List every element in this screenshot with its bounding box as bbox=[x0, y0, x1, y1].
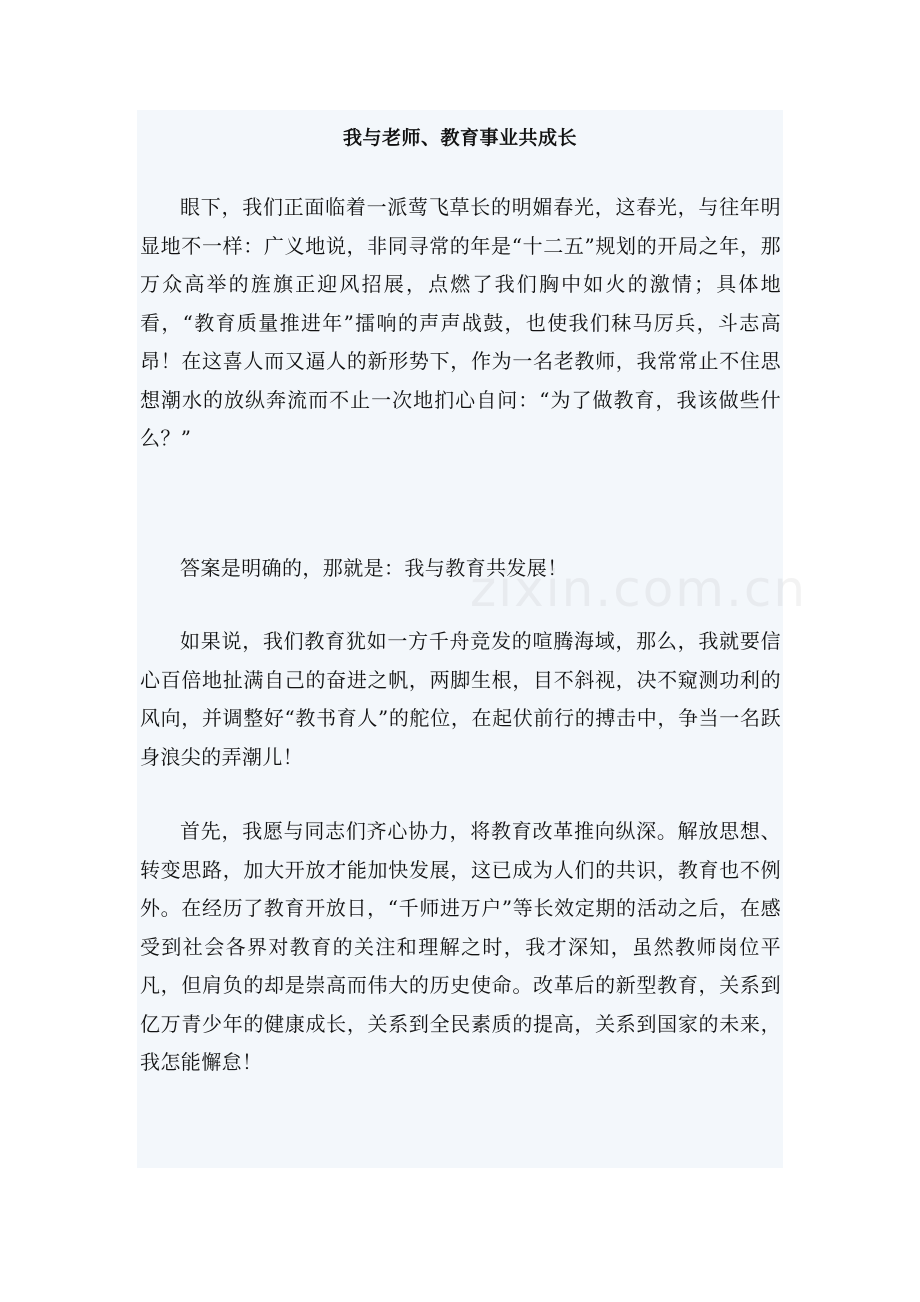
paragraph-1: 眼下，我们正面临着一派莺飞草长的明媚春光，这春光，与往年明显地不一样：广义地说，非同寻常的年是“十二五”规划的开局之年，那万众高举的旌旗正迎风招展，点燃了我们胸中如火的激情；具体地看，“教育质量推进年”擂响的声声战鼓，也使我们秣马厉兵，斗志高昂！在这喜人而又逼人的新形势下，作为一名老教师，我常常止不住思想潮水的放纵奔流而不止一次地扪心自问：“为了做教育，我该做些什么？” bbox=[140, 195, 781, 450]
paragraph-4: 首先，我愿与同志们齐心协力，将教育改革推向纵深。解放思想、转变思路，加大开放才能加快发展，这已成为人们的共识，教育也不例外。在经历了教育开放日，“千师进万户”等长效定期的活动之后，在感受到社会各界对教育的关注和理解之时，我才深知，虽然教师岗位平凡，但肩负的却是崇高而伟大的历史使命。改革后的新型教育，关系到亿万青少年的健康成长，关系到全民素质的提高，关系到国家的未来，我怎能懈怠！ bbox=[140, 819, 781, 1074]
paragraph-3: 如果说，我们教育犹如一方千舟竞发的喧腾海域，那么，我就要信心百倍地扯满自己的奋进之帆，两脚生根，目不斜视，决不窥测功利的风向，并调整好“教书育人”的舵位，在起伏前行的搏击中，争当一名跃身浪尖的弄潮儿！ bbox=[140, 629, 781, 769]
document-title: 我与老师、教育事业共成长 bbox=[342, 127, 577, 149]
paragraph-2: 答案是明确的，那就是：我与教育共发展！ bbox=[180, 556, 568, 580]
